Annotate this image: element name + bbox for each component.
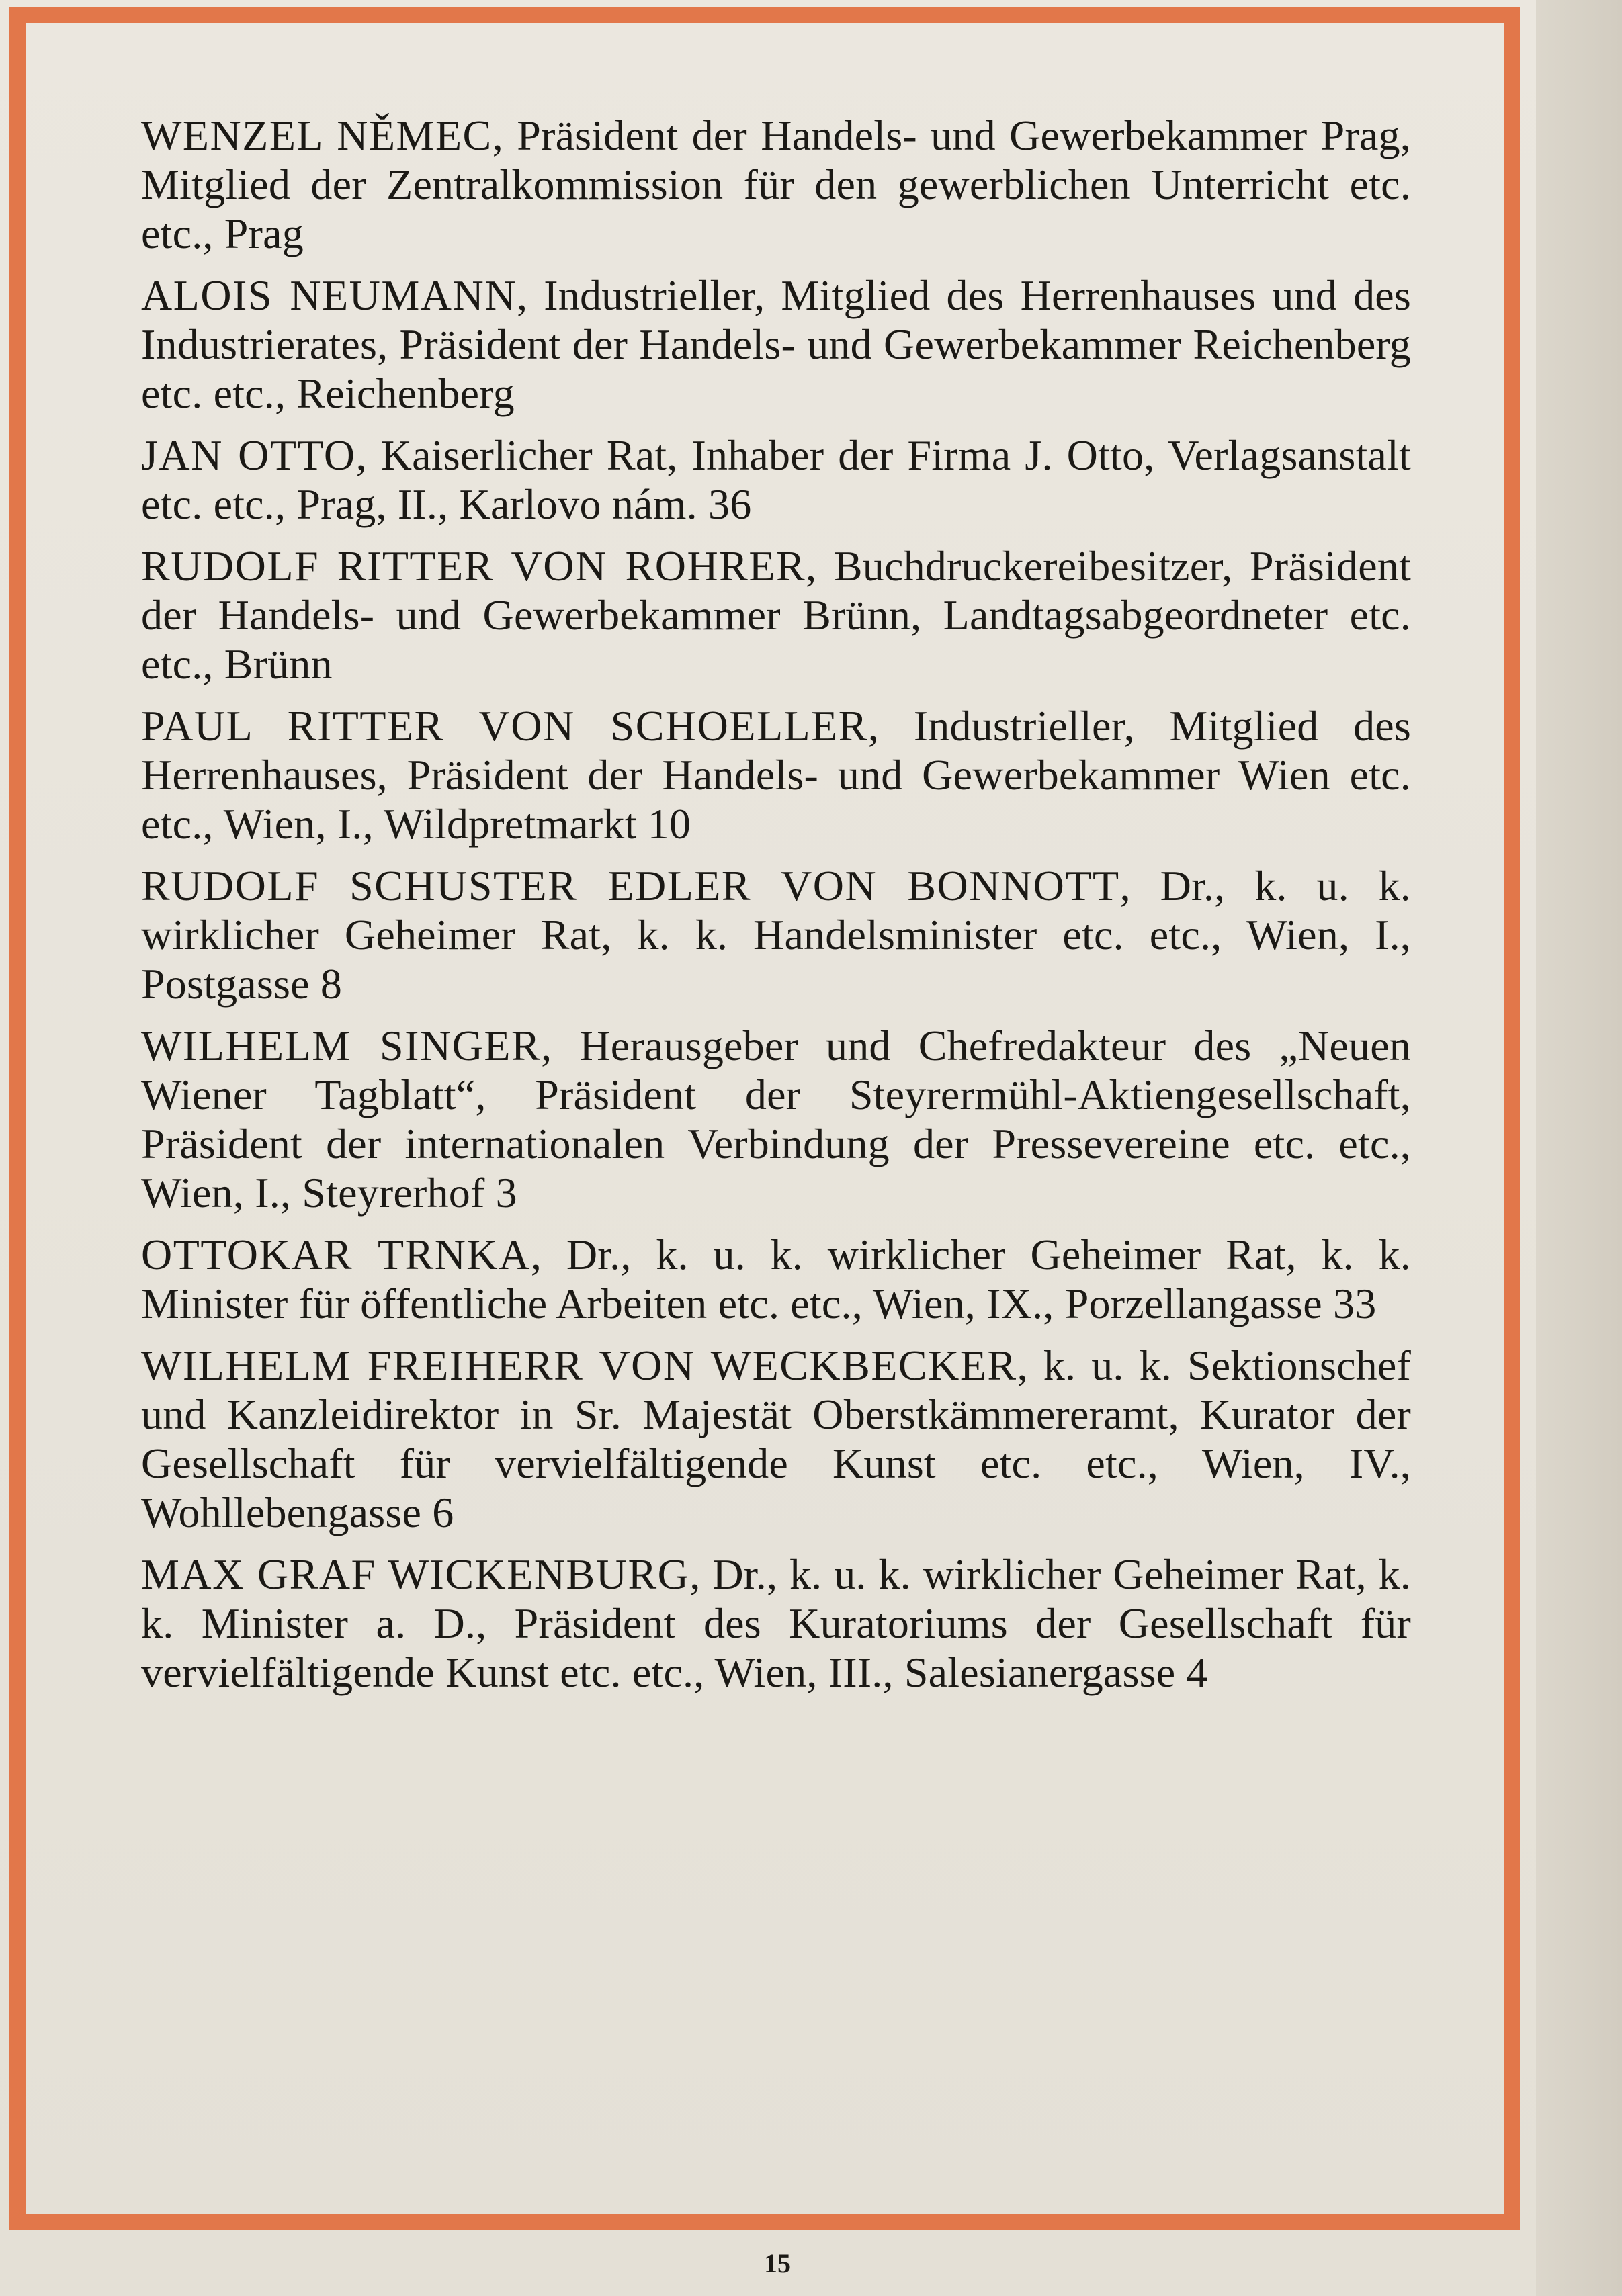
page-gutter	[1536, 0, 1622, 2296]
entry-description: , Dr., k. u. k. wirklicher Geheimer Rat, k. k. Minister a. D., Präsident des Kuratoriums der Gesellschaft für vervielfältigende Kunst etc. etc., Wien, III., Salesianergasse 4	[141, 1550, 1411, 1696]
entry-description: , Herausgeber und Chefredakteur des „Neuen Wiener Tagblatt“, Präsident der Steyrermühl-Aktiengesellschaft, Präsident der internationalen Verbindung der Pressevereine etc. etc., Wien, I., Steyrerhof 3	[141, 1022, 1412, 1217]
list-entry	[141, 1021, 1411, 1217]
entry-name: MAX GRAF WICKENBURG	[141, 1550, 690, 1598]
list-entry	[141, 1341, 1411, 1537]
entry-name: OTTOKAR TRNKA	[141, 1231, 531, 1278]
entry-name: JAN OTTO	[141, 431, 356, 479]
entry-description: , Buchdruckereibesitzer, Präsident der Handels- und Gewerbekammer Brünn, Landtagsabgeordneter etc. etc., Brünn	[141, 542, 1411, 688]
entry-name: WILHELM FREIHERR VON WECKBECKER	[141, 1341, 1017, 1389]
entry-name: WENZEL NĚMEC	[141, 112, 493, 159]
entry-name: WILHELM SINGER	[141, 1022, 542, 1069]
entry-name: RUDOLF RITTER VON ROHRER	[141, 542, 806, 590]
list-entry	[141, 271, 1411, 418]
entry-description: , Industrieller, Mitglied des Herrenhauses, Präsident der Handels- und Gewerbekammer Wien etc. etc., Wien, I., Wildpretmarkt 10	[141, 702, 1411, 848]
list-entry	[141, 1230, 1411, 1328]
list-entry	[141, 541, 1411, 689]
list-entry	[141, 111, 1411, 258]
entry-name: ALOIS NEUMANN	[141, 271, 517, 319]
entry-name: PAUL RITTER VON SCHOELLER	[141, 702, 868, 750]
entry-description: , Dr., k. u. k. wirklicher Geheimer Rat, k. k. Minister für öffentliche Arbeiten etc. etc., Wien, IX., Porzellangasse 33	[141, 1231, 1412, 1327]
list-entry	[141, 701, 1411, 848]
entry-description: , Präsident der Handels- und Gewerbekammer Prag, Mitglied der Zentralkommission für den gewerblichen Unterricht etc. etc., Prag	[141, 112, 1411, 257]
entry-description: , Dr., k. u. k. wirklicher Geheimer Rat, k. k. Handelsminister etc. etc., Wien, I., Postgasse 8	[141, 862, 1411, 1008]
page-number: 15	[764, 2248, 791, 2279]
list-entry	[141, 861, 1411, 1008]
entry-description: , Kaiserlicher Rat, Inhaber der Firma J. Otto, Verlagsanstalt etc. etc., Prag, II., Karlovo nám. 36	[141, 431, 1412, 528]
list-entry	[141, 1550, 1411, 1697]
list-entry	[141, 431, 1411, 529]
member-list	[141, 111, 1411, 1710]
entry-name: RUDOLF SCHUSTER EDLER VON BONNOTT	[141, 862, 1120, 910]
entry-description: , k. u. k. Sektionschef und Kanzleidirektor in Sr. Majestät Oberstkämmereramt, Kurator der Gesellschaft für vervielfältigende Kunst etc. etc., Wien, IV., Wohllebengasse 6	[141, 1341, 1411, 1536]
entry-description: , Industrieller, Mitglied des Herrenhauses und des Industrierates, Präsident der Handels- und Gewerbekammer Reichenberg etc. etc., Reichenberg	[141, 271, 1412, 417]
